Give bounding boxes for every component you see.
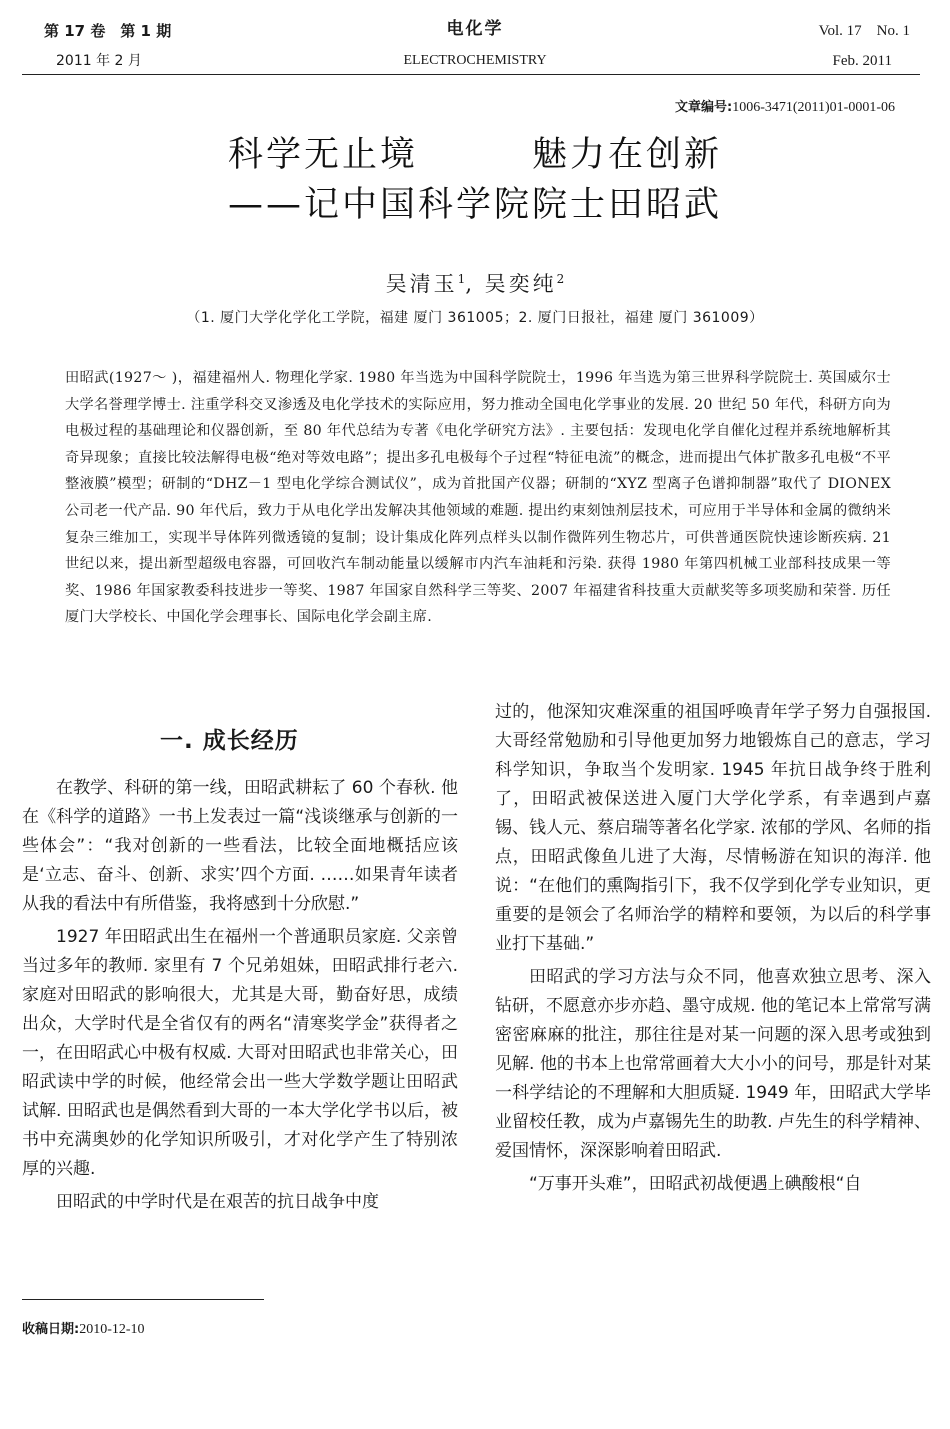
author-separator: , [465,272,485,296]
abstract: 田昭武(1927～ )，福建福州人. 物理化学家. 1980 年当选为中国科学院院士，1996 年当选为第三世界科学院院士. 英国威尔士大学名誉理学博士. 注重学科交叉渗透及电化学技术的实际应用，努力推动全国电化学事业的发展. 20 世纪 50 年代，科研方向为电极过程的基础理论和仪器创新，至 80 年代总结为专著《电化学研究方法》. 主要包括：发现电化学自催化过程并系统地解析其奇异现象；直接比较法解得电极“绝对等效电路”；提出多孔电极每个子过程“特征电流”的概念，进而提出气体扩散多孔电极“不平整液膜”模型；研制的“DHZ－1 型电化学综合测试仪”，成为首批国产仪器；研制的“XYZ 型离子色谱抑制器”取代了 DIONEX 公司老一代产品. 90 年代后，致力于从电化学出发解决其他领域的难题. 提出约束刻蚀剂层技术，可应用于半导体和金属的微纳米复杂三维加工，实现半导体阵列微透镜的复制；设计集成化阵列点样头以制作微阵列生物芯片，可供普通医院快速诊断疾病. 21 世纪以来，提出新型超级电容器，可回收汽车制动能量以缓解市内汽车油耗和污染. 获得 1980 年第四机械工业部科技成果一等奖、1986 年国家教委科技进步一等奖、1987 年国家自然科学三等奖、2007 年福建省科技重大贡献奖等多项奖励和荣誉. 历任厦门大学校长、中国化学会理事长、国际电化学会副主席. [65,370,891,626]
author-2-affil: 2 [556,272,565,286]
left-paragraph-2: 1927 年田昭武出生在福州一个普通职员家庭. 父亲曾当过多年的教师. 家里有 7 个兄弟姐妹，田昭武排行老六. 家庭对田昭武的影响很大，尤其是大哥，勤奋好思，成绩出众，大学时代是全省仅有的两名“清寒奖学金”获得者之一，在田昭武心中极有权威. 大哥对田昭武也非常关心，田昭武读中学的时候，他经常会出一些大学数学题让田昭武试解. 田昭武也是偶然看到大哥的一本大学化学书以后，被书中充满奥妙的化学知识所吸引，才对化学产生了特别浓厚的兴趣. [22,927,458,1179]
received-date-value: 2010-12-10 [79,1322,145,1337]
right-paragraph-2: 田昭武的学习方法与众不同，他喜欢独立思考、深入钻研，不愿意亦步亦趋、墨守成规. 他的笔记本上常常写满密密麻麻的批注，那往往是对某一问题的深入思考或独到见解. 他的书本上也常常画着大大小小的问号，那是针对某一科学结论的不理解和大胆质疑. 1949 年，田昭武大学毕业留校任教，成为卢嘉锡先生的助教. 卢先生的科学精神、爱国情怀，深深影响着田昭武. [495,967,931,1161]
author-1-affil: 1 [457,272,466,286]
header-date-cn: 2011 年 2 月 [56,53,142,69]
left-column [22,774,458,1217]
right-column [495,698,931,1199]
footnote-rule [22,1299,264,1300]
author-1: 吴清玉 [385,272,458,296]
header-journal-en: ELECTROCHEMISTRY [403,53,547,68]
title-line-2: ——记中国科学院院士田昭武 [227,185,722,225]
right-paragraph-1: 过的，他深知灾难深重的祖国呼唤青年学子努力自强报国. 大哥经常勉励和引导他更加努力地锻炼自己的意志，学习科学知识，争取当个发明家. 1945 年抗日战争终于胜利了，田昭武被保送进入厦门大学化学系，有幸遇到卢嘉锡、钱人元、蔡启瑞等著名化学家. 浓郁的学风、名师的指点，田昭武像鱼儿进了大海，尽情畅游在知识的海洋. 他说：“在他们的熏陶指引下，我不仅学到化学专业知识，更重要的是领会了名师治学的精粹和要领，为以后的科学事业打下基础.” [495,702,931,954]
received-date-label: 收稿日期: [22,1322,80,1337]
left-paragraph-1: 在教学、科研的第一线，田昭武耕耘了 60 个春秋. 他在《科学的道路》一书上发表过一篇“浅谈继承与创新的一些体会”：“我对创新的一些看法，比较全面地概括应该是‘立志、奋斗、创新、求实’四个方面. ……如果青年读者从我的看法中有所借鉴，我将感到十分欣慰.” [22,778,458,914]
right-paragraph-3: “万事开头难”，田昭武初战便遇上碘酸根“自 [529,1174,862,1194]
title-line-1: 科学无止境 魅力在创新 [227,135,722,175]
header-volume-en: Vol. 17 No. 1 [818,23,910,39]
article-number-value: 1006-3471(2011)01-0001-06 [732,100,895,115]
header-journal-cn: 电化学 [446,19,504,39]
section-heading: 一. 成长经历 [160,728,299,754]
affiliation: （1. 厦门大学化学化工学院，福建 厦门 361005；2. 厦门日报社，福建 厦门 361009） [186,310,764,326]
authors [0,268,950,298]
header-rule [22,74,920,75]
article-number-label: 文章编号: [675,100,733,115]
left-paragraph-3: 田昭武的中学时代是在艰苦的抗日战争中度 [56,1192,379,1212]
article-number [675,96,895,116]
header-date-en: Feb. 2011 [832,53,892,69]
header-volume-cn: 第 17 卷 第 1 期 [44,22,172,40]
author-2: 吴奕纯 [484,272,557,296]
received-date [22,1318,145,1338]
